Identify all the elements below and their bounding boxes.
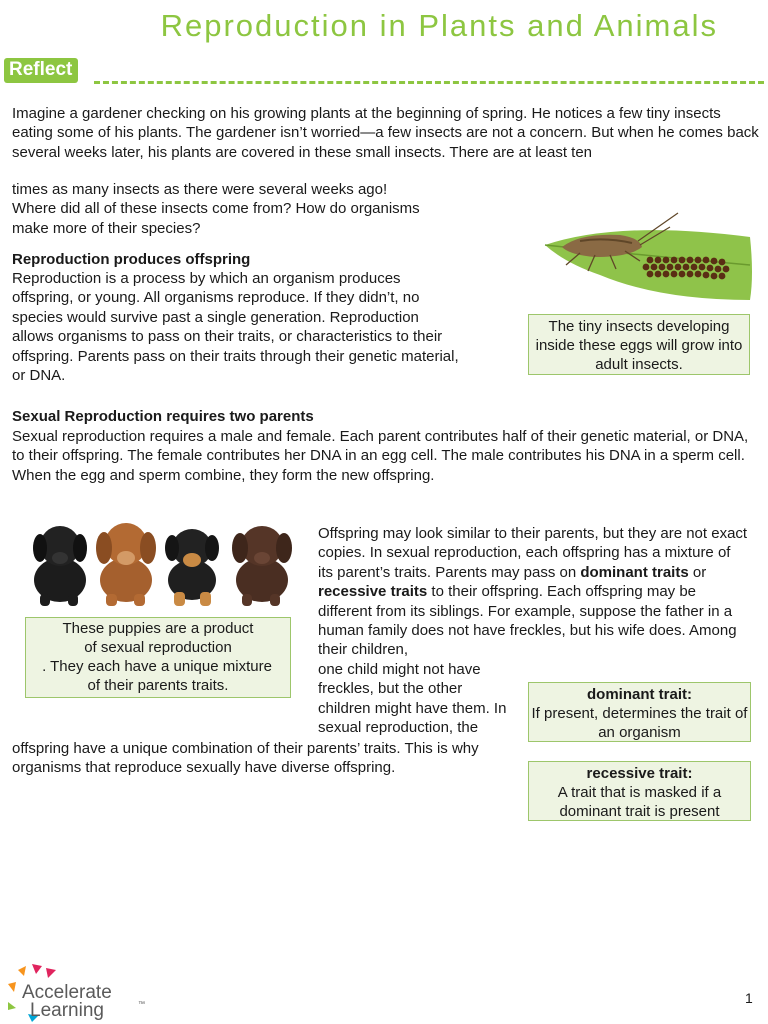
term-recessive-traits: recessive traits [318,583,428,601]
puppies-caption [25,617,291,698]
chocolate-puppy [232,526,292,606]
puppies-caption-line: . They each have a unique mixture [42,658,272,675]
logo-trademark: ™ [138,1001,145,1008]
term-dominant-traits: dominant traits [580,563,689,581]
logo-mark-triangle [8,1002,16,1010]
black-puppy [33,526,87,606]
definition-recessive-trait [528,761,751,821]
page-number: 1 [745,990,753,1006]
reproduction-paragraph: Reproduction is a process by which an organism produces offspring, or young. All organisms reproduce. If they didn’t, no species would survive past a single generation. Reproduction allows organisms to pass on their traits, or characteristics to their offspring. Parents pass on their traits through their genetic material, or DNA. [12,270,459,385]
definition-term: dominant trait: [587,686,692,703]
definition-text: If present, determines the trait of an organism [531,705,748,741]
black-and-tan-puppy [165,529,219,606]
brown-puppy [96,523,156,606]
intro-paragraph: Imagine a gardener checking on his growing plants at the beginning of spring. He notices a few tiny insects eating some of his plants. The gardener isn’t worried—a few insects are not a concern. But when he comes back several weeks later, his plants are covered in these small insects. There are at least ten [12,105,759,161]
traits-connector: or [692,563,707,581]
heading-sexual-reproduction: Sexual Reproduction requires two parents [12,408,314,425]
logo-text-accelerate: Accelerate [22,982,112,1003]
insect-eggs-caption: The tiny insects developing inside these eggs will grow into adult insects. [528,314,750,375]
traits-paragraph-narrow: one child might not have freckles, but the other children might have them. In sexual reproduction, the [318,661,507,737]
page-title: Reproduction in Plants and Animals [160,8,718,43]
logo-mark-triangle [18,966,26,976]
logo-text-learning: Learning [30,1000,104,1021]
definition-dominant-trait [528,682,751,742]
traits-paragraph-conclusion: offspring have a unique combination of their parents’ traits. This is why organisms that reproduce sexually have diverse offspring. [12,740,479,777]
intro-paragraph-continued: times as many insects as there were several weeks ago! Where did all of these insects come from? How do organisms make more of their species? [12,181,420,237]
insect-eggs-on-leaf-image [540,205,754,305]
section-label-reflect: Reflect [4,58,78,83]
dashed-divider [94,81,764,84]
puppies-caption-line: These puppies are a product [62,620,254,637]
logo-mark-triangle [8,982,16,992]
traits-text: to their offspring. Each offspring may be different from its siblings. For example, suppose the father in a human family does not have freckles, but his wife does. Among their children, [318,583,737,659]
puppies-caption-line: of sexual reproduction [84,639,232,656]
heading-reproduction-produces-offspring: Reproduction produces offspring [12,251,251,268]
logo-mark-triangle [32,964,42,974]
logo-mark-triangle [46,968,56,978]
puppies-image [26,518,298,610]
sexual-reproduction-paragraph: Sexual reproduction requires a male and female. Each parent contributes half of their genetic material, or DNA, to their offspring. The female contributes her DNA in an egg cell. The male contributes his DNA in a sperm cell. When the egg and sperm combine, they form the new offspring. [12,428,749,484]
definition-term: recessive trait: [586,765,693,782]
definition-text: A trait that is masked if a dominant trait is present [557,784,722,820]
traits-paragraph [318,524,748,660]
puppies-caption-line: of their parents traits. [87,677,229,694]
accelerate-learning-logo [4,962,164,1022]
traits-text: Offspring may look similar to their parents, but they are not exact copies. In sexual reproduction, each offspring has a mixture of its parent’s traits. Parents may pass on [318,525,748,581]
